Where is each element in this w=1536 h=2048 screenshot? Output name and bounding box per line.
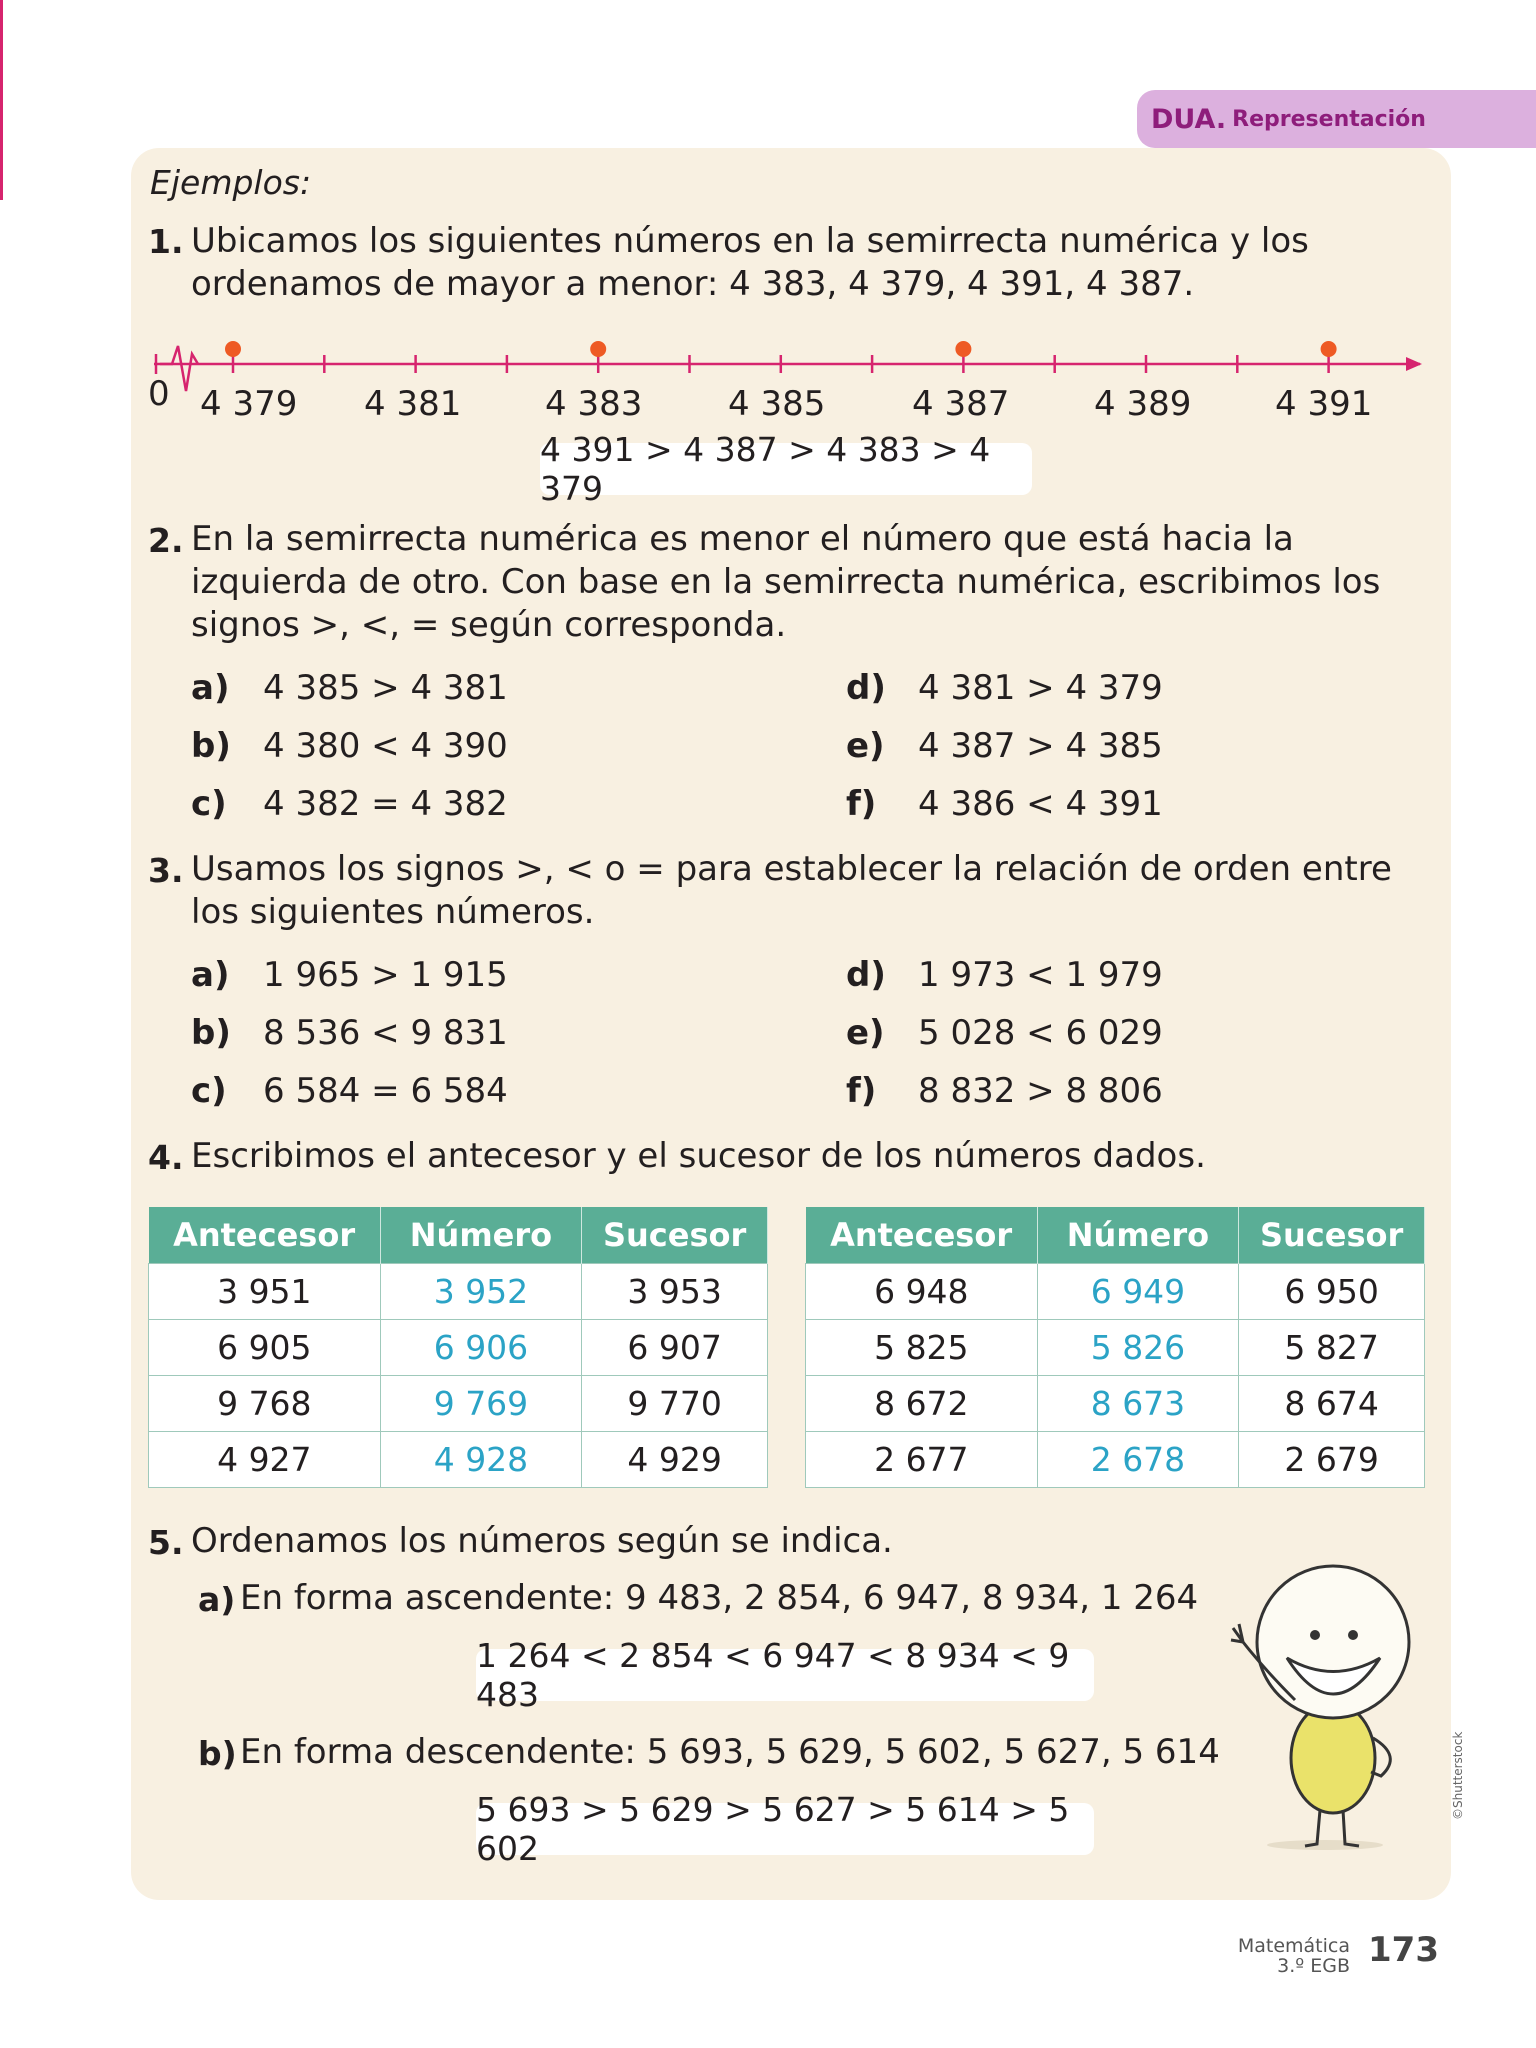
item-5b-letter: b) [198,1734,237,1773]
item-5a-letter: a) [198,1580,236,1619]
item-5-number: 5. [148,1523,184,1562]
exercise-3e: e) 5 028 < 6 029 [846,1013,1163,1053]
exercise-2e: e) 4 387 > 4 385 [846,726,1163,766]
exercise-2d: d) 4 381 > 4 379 [846,668,1163,708]
table-row: 8 672 8 673 8 674 [806,1376,1425,1432]
dua-label: DUA. [1151,103,1227,135]
item-3-text-line2: los siguientes números. [191,892,595,932]
item-5a-text: En forma ascendente: 9 483, 2 854, 6 947, 8 934, 1 264 [240,1578,1199,1618]
item-1-text-line2: ordenamos de mayor a menor: 4 383, 4 379, 4 391, 4 387. [191,264,1195,304]
exercise-3d: d) 1 973 < 1 979 [846,955,1163,995]
exercise-3c: c) 6 584 = 6 584 [191,1071,508,1111]
exercise-2f: f) 4 386 < 4 391 [846,784,1163,824]
item-2-text-line1: En la semirrecta numérica es menor el número que está hacia la [191,519,1294,559]
table-right [805,1207,1425,1488]
tick-label: 4 389 [1094,384,1192,424]
header-antecesor: Antecesor [149,1207,381,1264]
copyright-text: ©Shutterstock [1451,1731,1465,1820]
tick-label: 4 379 [200,384,298,424]
tick-label: 4 391 [1275,384,1373,424]
page-edge-accent [0,0,3,200]
table-left [148,1207,768,1488]
number-line-point [1321,341,1337,357]
dua-category: Representación [1232,106,1426,132]
item-5a-answer: 1 264 < 2 854 < 6 947 < 8 934 < 9 483 [476,1649,1094,1701]
table-row: 2 677 2 678 2 679 [806,1432,1425,1488]
item-3-text-line1: Usamos los signos >, < o = para establecer la relación de orden entre [191,849,1392,889]
header-numero: Número [1037,1207,1239,1264]
item-1-number: 1. [148,222,184,261]
exercise-2a: a) 4 385 > 4 381 [191,668,508,708]
item-1-answer: 4 391 > 4 387 > 4 383 > 4 379 [540,443,1032,495]
exercise-3a: a) 1 965 > 1 915 [191,955,508,995]
smiley-character-illustration [1225,1560,1425,1850]
footer-subject: Matemática 3.º EGB [1237,1935,1350,1977]
tick-label: 4 381 [364,384,462,424]
item-5b-answer: 5 693 > 5 629 > 5 627 > 5 614 > 5 602 [476,1803,1094,1855]
header-sucesor: Sucesor [1239,1207,1425,1264]
table-header-row [149,1207,768,1264]
table-row: 9 768 9 769 9 770 [149,1376,768,1432]
exercise-3b: b) 8 536 < 9 831 [191,1013,508,1053]
exercise-2b: b) 4 380 < 4 390 [191,726,508,766]
tick-label: 4 385 [728,384,826,424]
item-5-text: Ordenamos los números según se indica. [191,1521,893,1561]
table-row: 4 927 4 928 4 929 [149,1432,768,1488]
number-line-point [225,341,241,357]
item-1-text-line1: Ubicamos los siguientes números en la semirrecta numérica y los [191,221,1309,261]
table-header-row [806,1207,1425,1264]
table-row: 6 948 6 949 6 950 [806,1264,1425,1320]
examples-title: Ejemplos: [150,163,312,202]
tick-label: 4 383 [545,384,643,424]
item-2-text-line3: signos >, <, = según corresponda. [191,605,787,645]
item-3-number: 3. [148,851,184,890]
header-antecesor: Antecesor [806,1207,1038,1264]
page-number: 173 [1368,1930,1439,1970]
zero-label: 0 [148,374,170,414]
item-2-number: 2. [148,521,184,560]
number-line-arrow [1406,357,1422,371]
item-4-text: Escribimos el antecesor y el sucesor de los números dados. [191,1136,1206,1176]
table-row: 6 905 6 906 6 907 [149,1320,768,1376]
header-numero: Número [380,1207,582,1264]
item-5b-text: En forma descendente: 5 693, 5 629, 5 602, 5 627, 5 614 [240,1732,1220,1772]
item-2-text-line2: izquierda de otro. Con base en la semirrecta numérica, escribimos los [191,562,1381,602]
table-row: 5 825 5 826 5 827 [806,1320,1425,1376]
header-sucesor: Sucesor [582,1207,768,1264]
table-row: 3 951 3 952 3 953 [149,1264,768,1320]
exercise-3f: f) 8 832 > 8 806 [846,1071,1163,1111]
item-4-number: 4. [148,1138,184,1177]
exercise-2c: c) 4 382 = 4 382 [191,784,508,824]
dua-tag [1137,90,1536,148]
number-line-point [955,341,971,357]
tick-label: 4 387 [912,384,1010,424]
number-line-point [590,341,606,357]
